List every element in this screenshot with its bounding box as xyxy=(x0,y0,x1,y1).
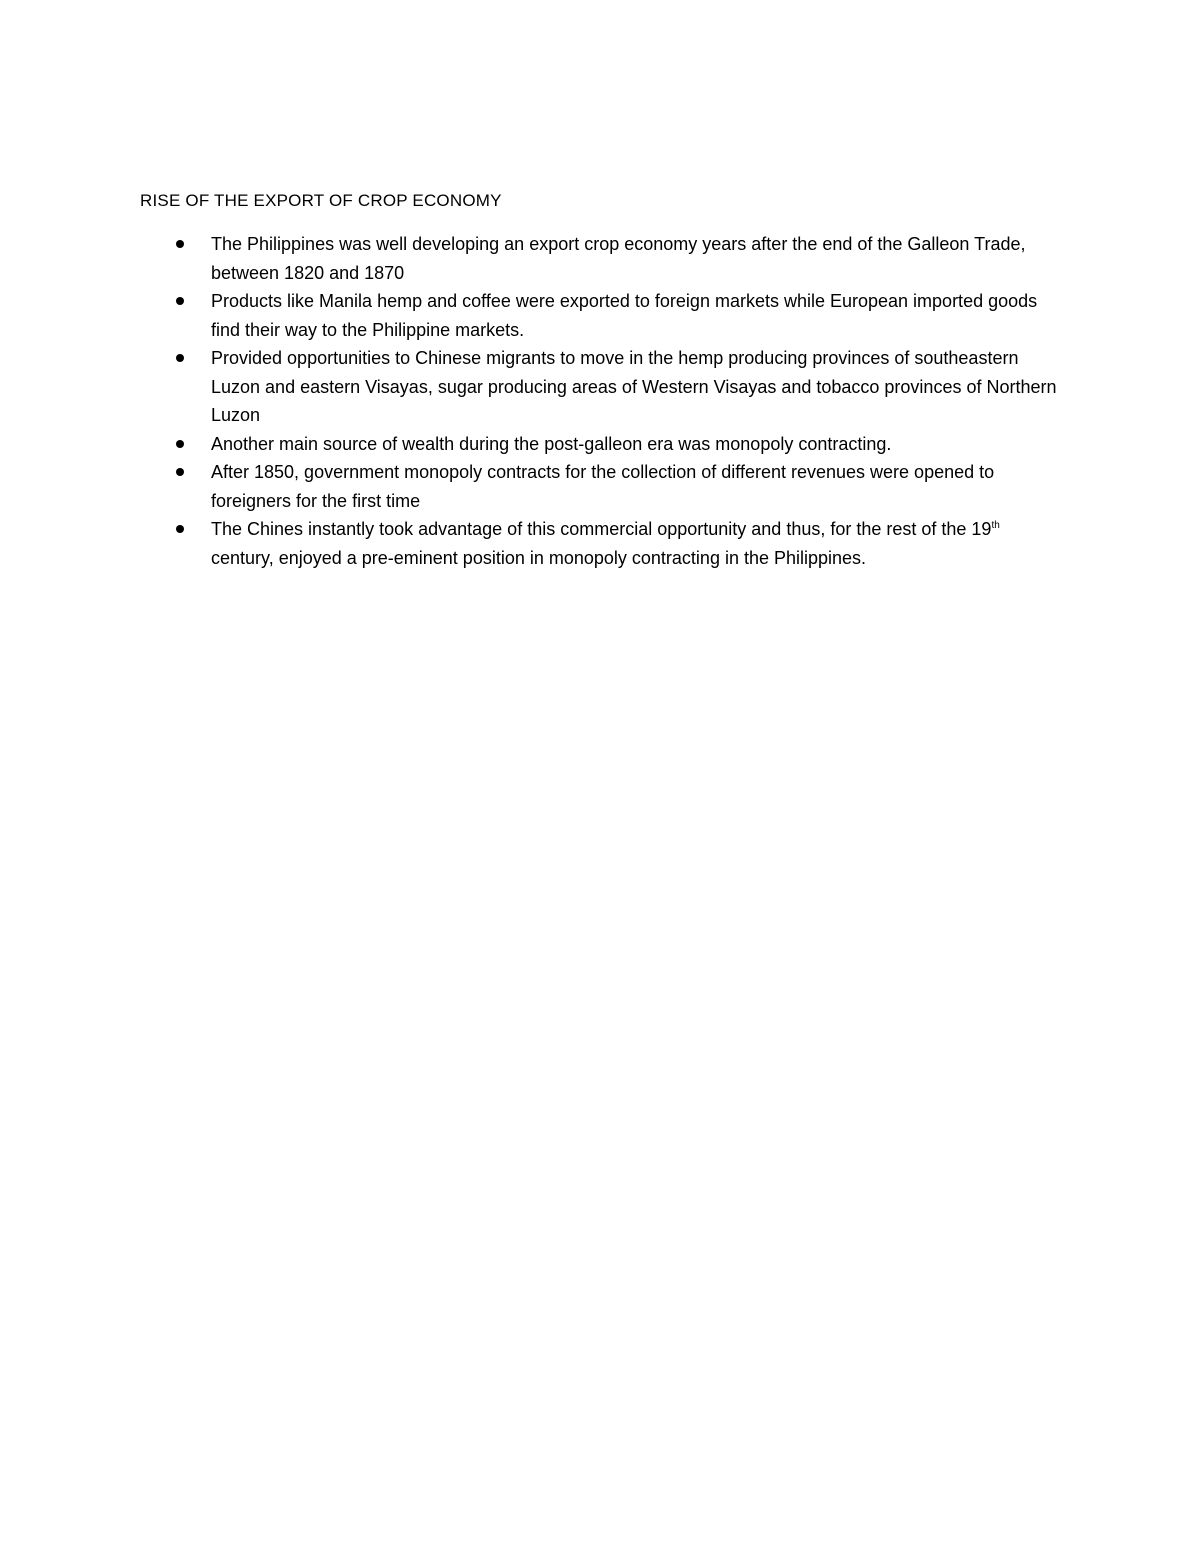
bullet-icon xyxy=(176,525,184,533)
document-title: RISE OF THE EXPORT OF CROP ECONOMY xyxy=(140,191,502,210)
list-item-text: After 1850, government monopoly contracts for the collection of different revenues were opened to foreigners for the first time xyxy=(211,462,995,511)
bullet-icon xyxy=(176,240,184,248)
list-item-text xyxy=(211,519,1000,568)
bullet-icon xyxy=(176,440,184,448)
list-item-text: Provided opportunities to Chinese migrants to move in the hemp producing provinces of southeastern Luzon and eastern Visayas, sugar producing areas of Western Visayas and tobacco provinces of Northern Luzon xyxy=(211,348,1057,425)
ordinal-superscript: th xyxy=(991,520,1000,531)
bullet-icon xyxy=(176,297,184,305)
list-item xyxy=(140,287,1060,344)
list-item xyxy=(140,458,1060,515)
list-item xyxy=(140,344,1060,430)
list-item xyxy=(140,430,1060,459)
list-item xyxy=(140,515,1060,572)
list-item-text: Products like Manila hemp and coffee were exported to foreign markets while European imported goods find their way to the Philippine markets. xyxy=(211,291,1038,340)
list-item xyxy=(140,230,1060,287)
bullet-icon xyxy=(176,354,184,362)
list-item-text: Another main source of wealth during the post-galleon era was monopoly contracting. xyxy=(211,433,892,454)
bullet-list xyxy=(140,230,1060,572)
bullet-icon xyxy=(176,468,184,476)
list-item-text-after: century, enjoyed a pre-eminent position in monopoly contracting in the Philippines. xyxy=(211,547,867,568)
list-item-text: The Philippines was well developing an export crop economy years after the end of the Galleon Trade, between 1820 and 1870 xyxy=(211,234,1026,283)
list-item-text-before: The Chines instantly took advantage of this commercial opportunity and thus, for the rest of the 19 xyxy=(211,519,992,539)
